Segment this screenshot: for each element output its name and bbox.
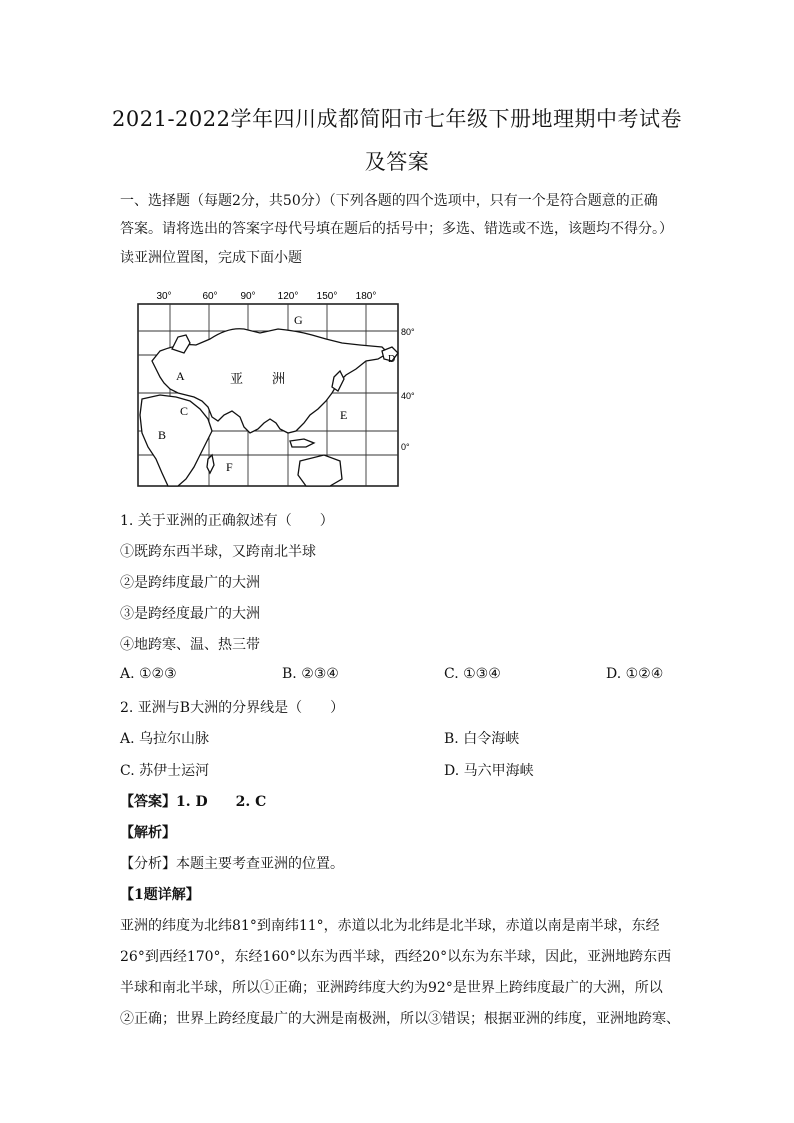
lon-label-150: 150° (316, 291, 338, 302)
australia-shape (298, 455, 342, 486)
lat-label-80: 80° (401, 327, 415, 337)
indonesia-shape (290, 439, 314, 447)
q1-option-d: D. ①②④ (606, 666, 664, 682)
madagascar-shape (207, 455, 214, 473)
lon-label-120: 120° (277, 291, 299, 302)
lat-label-0: 0° (401, 442, 410, 452)
q1-statement-3: ③是跨经度最广的大洲 (120, 606, 260, 622)
lon-label-180: 180° (355, 291, 377, 302)
q2-option-d: D. 马六甲海峡 (444, 763, 534, 779)
map-intro: 读亚洲位置图，完成下面小题 (120, 250, 302, 266)
africa-shape (140, 395, 212, 486)
answer-line: 【答案】1. D 2. C (120, 794, 267, 810)
q2-stem: 2. 亚洲与B大洲的分界线是（ ） (120, 700, 345, 716)
label-a: A (176, 369, 185, 383)
analysis-heading: 【解析】 (120, 825, 176, 841)
label-f: F (226, 460, 233, 474)
q2-option-a: A. 乌拉尔山脉 (120, 731, 210, 747)
detail-line-4: ②正确；世界上跨经度最广的大洲是南极洲，所以③错误；根据亚洲的纬度，亚洲地跨寒、 (120, 1011, 680, 1027)
label-e: E (340, 408, 348, 422)
section-heading-cont: 答案。请将选出的答案字母代号填在题后的括号中；多选、错选或不选，该题均不得分。） (120, 221, 673, 237)
label-c: C (180, 404, 189, 418)
lon-label-90: 90° (240, 291, 256, 302)
detail-line-1: 亚洲的纬度为北纬81°到南纬11°，赤道以北为北纬是北半球，赤道以南是南半球，东经 (120, 918, 660, 934)
detail-line-3: 半球和南北半球，所以①正确；亚洲跨纬度大约为92°是世界上跨纬度最广的大洲，所以 (120, 980, 663, 996)
label-g: G (294, 313, 303, 327)
analysis-intro: 【分析】本题主要考查亚洲的位置。 (120, 856, 344, 872)
landmasses (140, 329, 398, 486)
title-line-1: 2021-2022学年四川成都简阳市七年级下册地理期中考试卷 (112, 107, 682, 131)
lat-label-40: 40° (401, 391, 415, 401)
asia-location-map (120, 283, 420, 493)
label-d: D (388, 354, 396, 365)
q1-option-c: C. ①③④ (444, 666, 501, 682)
title-line-2: 及答案 (364, 150, 430, 174)
q1-stem: 1. 关于亚洲的正确叙述有（ ） (120, 513, 334, 529)
q1-option-b: B. ②③④ (282, 666, 339, 682)
q2-option-b: B. 白令海峡 (444, 731, 520, 747)
label-b: B (158, 428, 167, 442)
label-asia-1: 亚 (230, 371, 244, 386)
detail-heading: 【1题详解】 (120, 887, 200, 903)
lon-label-60: 60° (202, 291, 218, 302)
q1-statement-1: ①既跨东西半球，又跨南北半球 (120, 544, 316, 560)
section-heading: 一、选择题（每题2分，共50分）（下列各题的四个选项中，只有一个是符合题意的正确 (120, 193, 658, 209)
q2-option-c: C. 苏伊士运河 (120, 763, 210, 779)
lon-label-30: 30° (156, 291, 172, 302)
q1-statement-2: ②是跨纬度最广的大洲 (120, 575, 260, 591)
q1-option-a: A. ①②③ (120, 666, 177, 682)
label-asia-2: 洲 (272, 371, 286, 386)
q1-statement-4: ④地跨寒、温、热三带 (120, 637, 260, 653)
detail-line-2: 26°到西经170°，东经160°以东为西半球，西经20°以东为东半球，因此，亚洲地跨东西 (120, 949, 672, 965)
